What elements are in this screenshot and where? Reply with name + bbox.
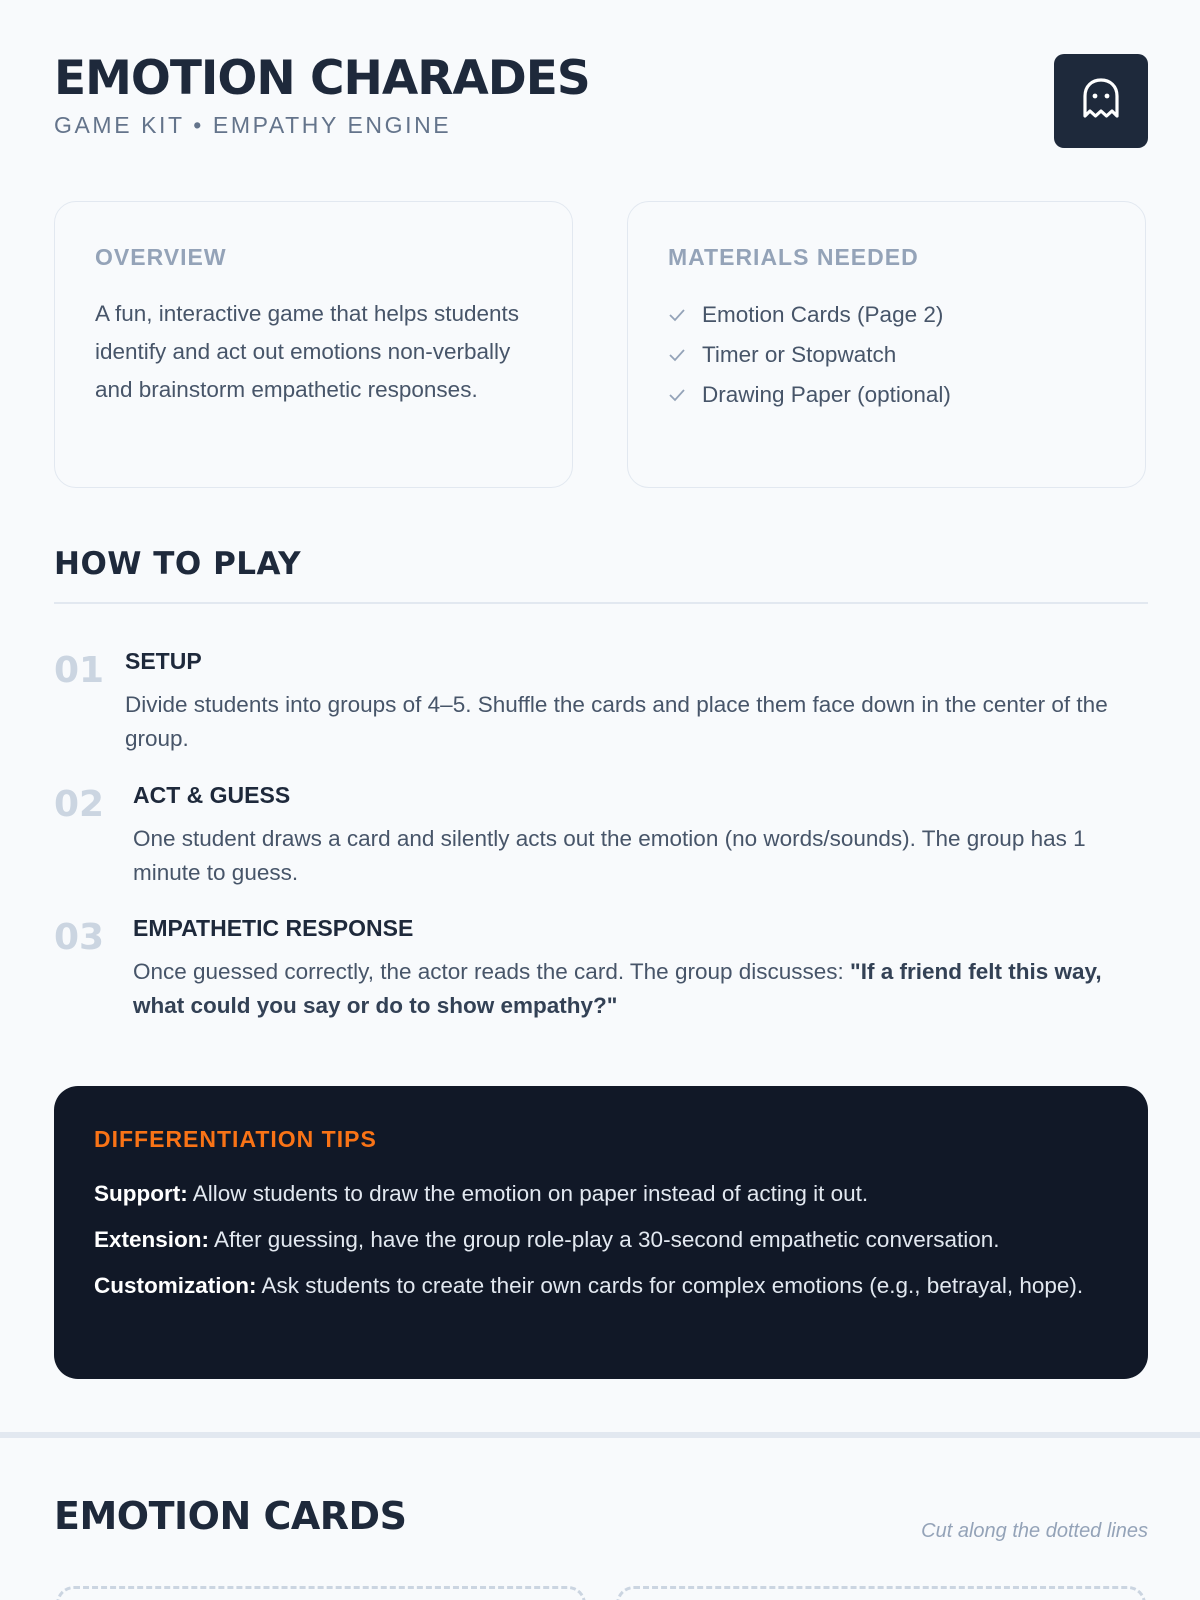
overview-text: A fun, interactive game that helps students identify and act out emotions non-verbally and brainstorm empathetic responses. xyxy=(95,301,520,402)
tip-text: After guessing, have the group role-play a 30-second empathetic conversation. xyxy=(209,1227,1000,1252)
tip-text: Ask students to create their own cards for complex emotions (e.g., betrayal, hope). xyxy=(256,1273,1084,1298)
step-empathetic-response xyxy=(54,915,1148,1020)
materials-list xyxy=(668,295,1105,415)
page-break xyxy=(0,1432,1200,1438)
overview-title: OVERVIEW xyxy=(95,244,227,270)
step-title: SETUP xyxy=(125,648,202,674)
step-setup xyxy=(54,648,1148,753)
step-number: 03 xyxy=(54,917,105,958)
step-number: 02 xyxy=(54,784,105,825)
step-number: 01 xyxy=(54,650,105,691)
step-text-plain: Once guessed correctly, the actor reads the card. The group discusses: xyxy=(133,959,851,984)
materials-item-label: Drawing Paper (optional) xyxy=(702,382,951,407)
check-icon xyxy=(668,348,690,362)
materials-item xyxy=(668,375,1105,415)
materials-card xyxy=(627,201,1146,488)
materials-title: MATERIALS NEEDED xyxy=(668,244,919,270)
section-divider xyxy=(54,602,1148,604)
step-text xyxy=(133,955,1148,1023)
emotion-cards-title: EMOTION CARDS xyxy=(54,1494,407,1538)
step-text-quote: "If a friend felt this way, what could you say or do to show empathy?" xyxy=(133,959,1102,1018)
step-text: One student draws a card and silently acts out the emotion (no words/sounds). The group has 1 minute to guess. xyxy=(133,826,1086,885)
tip-support xyxy=(94,1177,1108,1210)
step-body xyxy=(133,782,1148,890)
ghost-icon xyxy=(1079,76,1123,127)
materials-item-label: Emotion Cards (Page 2) xyxy=(702,302,944,327)
step-body xyxy=(125,648,1148,756)
step-act-guess xyxy=(54,782,1148,887)
check-icon xyxy=(668,308,690,322)
logo xyxy=(1054,54,1148,148)
tip-customization xyxy=(94,1269,1108,1302)
step-text: Divide students into groups of 4–5. Shuffle the cards and place them face down in the center of the group. xyxy=(125,692,1108,751)
how-to-play-title: HOW TO PLAY xyxy=(54,546,302,582)
tip-text: Allow students to draw the emotion on paper instead of acting it out. xyxy=(187,1181,869,1206)
step-title: EMPATHETIC RESPONSE xyxy=(133,915,414,941)
tip-label: Extension: xyxy=(94,1227,210,1252)
emotion-card xyxy=(616,1586,1146,1600)
step-body xyxy=(133,915,1148,1023)
cut-note: Cut along the dotted lines xyxy=(921,1520,1148,1542)
overview-card xyxy=(54,201,573,488)
tip-extension xyxy=(94,1223,1108,1256)
page-subtitle: GAME KIT • EMPATHY ENGINE xyxy=(54,112,452,138)
tips-title: DIFFERENTIATION TIPS xyxy=(94,1126,377,1152)
materials-item-label: Timer or Stopwatch xyxy=(702,342,897,367)
materials-item xyxy=(668,295,1105,335)
tip-label: Support: xyxy=(94,1181,188,1206)
materials-item xyxy=(668,335,1105,375)
emotion-card xyxy=(56,1586,586,1600)
check-icon xyxy=(668,388,690,402)
page-title: EMOTION CHARADES xyxy=(54,51,590,106)
header xyxy=(54,50,1148,150)
step-title: ACT & GUESS xyxy=(133,782,291,808)
differentiation-tips-panel xyxy=(54,1086,1148,1379)
tip-label: Customization: xyxy=(94,1273,257,1298)
